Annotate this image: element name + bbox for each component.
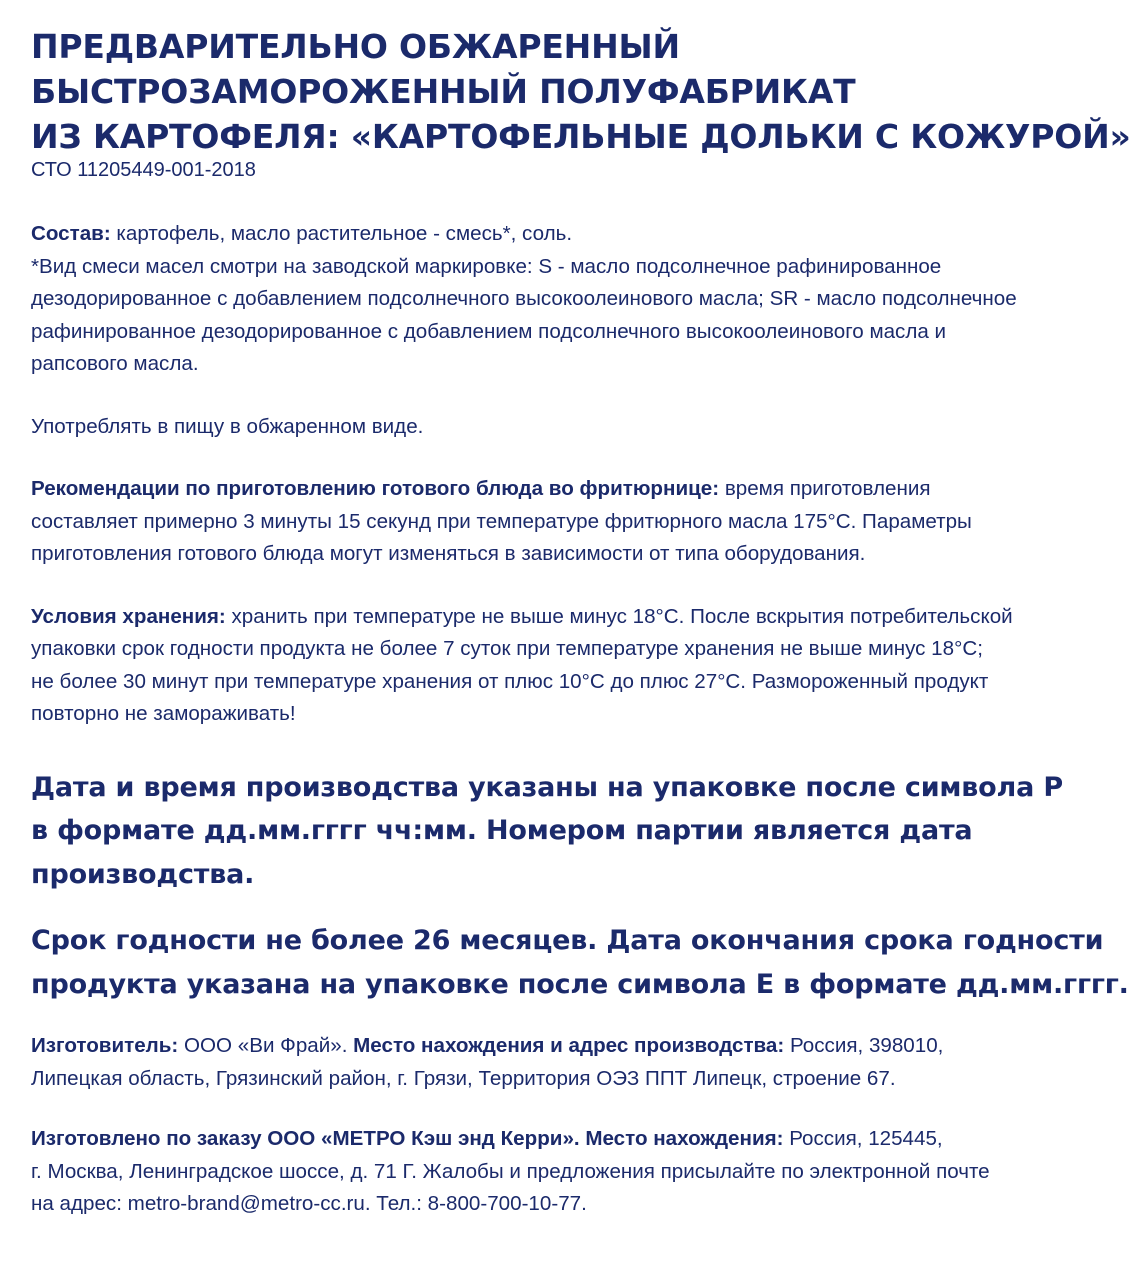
manufacturer-line-2: Липецкая область, Грязинский район, г. Грязи, Территория ОЭЗ ППТ Липецк, строение 67.	[31, 1066, 896, 1090]
product-title	[31, 24, 1131, 159]
production-date-line-2: в формате дд.мм.гггг чч:мм. Номером партии является дата	[31, 815, 973, 846]
storage-label: Условия хранения:	[31, 604, 226, 628]
ordered-by-line-1	[31, 1123, 1115, 1156]
ordered-by-section	[31, 1123, 1115, 1221]
recommendations-line-3: приготовления готового блюда могут изменяться в зависимости от типа оборудования.	[31, 542, 866, 565]
storage-line-1	[31, 601, 1115, 634]
manufacturer-line-1-text: Россия, 398010,	[784, 1034, 944, 1057]
usage-text: Употреблять в пищу в обжаренном виде.	[31, 414, 424, 438]
ordered-by-label: Изготовлено по заказу ООО «МЕТРО Кэш энд Керри». Место нахождения:	[31, 1127, 784, 1150]
storage-line-2: упаковки срок годности продукта не более 7 суток при температуре хранения не выше минус 18°С;	[31, 637, 983, 660]
production-date-line-3: производства.	[31, 858, 255, 890]
manufacturer-address-label: Место нахождения и адрес производства:	[353, 1034, 785, 1057]
recommendations-section	[31, 473, 1115, 571]
composition-text: картофель, масло растительное - смесь*, соль.	[110, 222, 573, 245]
shelf-life-notice	[31, 919, 1129, 1006]
manufacturer-section	[31, 1030, 1115, 1095]
shelf-life-line-1: Срок годности не более 26 месяцев. Дата окончания срока годности	[31, 925, 1104, 956]
manufacturer-label: Изготовитель:	[31, 1034, 179, 1057]
composition-line	[31, 218, 1115, 251]
composition-section	[31, 218, 1115, 381]
storage-section	[31, 601, 1115, 731]
ordered-by-line-2: г. Москва, Ленинградское шоссе, д. 71 Г. Жалобы и предложения присылайте по электронной почте	[31, 1159, 990, 1183]
shelf-life-line-2: продукта указана на упаковке после символа Е в формате дд.мм.гггг.	[31, 968, 1129, 1000]
product-title-line-2: БЫСТРОЗАМОРОЖЕННЫЙ ПОЛУФАБРИКАТ	[31, 72, 856, 111]
recommendations-label: Рекомендации по приготовлению готового блюда во фритюрнице:	[31, 477, 720, 500]
composition-note-line-1: *Вид смеси масел смотри на заводской маркировке: S - масло подсолнечное рафинированное	[31, 254, 942, 278]
manufacturer-name: ООО «Ви Фрай».	[178, 1034, 354, 1057]
product-title-line-1: ПРЕДВАРИТЕЛЬНО ОБЖАРЕННЫЙ	[31, 27, 680, 66]
ordered-by-line-1-text: Россия, 125445,	[783, 1127, 943, 1150]
storage-line-1-text: хранить при температуре не выше минус 18°С. После вскрытия потребительской	[225, 604, 1013, 628]
manufacturer-line-1	[31, 1030, 1115, 1063]
production-date-notice	[31, 766, 1115, 897]
composition-note-line-3: рафинированное дезодорированное с добавлением подсолнечного высокоолеинового масла и	[31, 319, 947, 343]
production-date-line-1: Дата и время производства указаны на упаковке после символа Р	[31, 771, 1063, 803]
ordered-by-line-3: на адрес: metro-brand@metro-cc.ru. Тел.: 8-800-700-10-77.	[31, 1192, 587, 1215]
recommendations-line-1	[31, 473, 1115, 506]
recommendations-line-1-text: время приготовления	[719, 477, 931, 500]
composition-label: Состав:	[31, 222, 111, 245]
product-title-line-3: ИЗ КАРТОФЕЛЯ: «КАРТОФЕЛЬНЫЕ ДОЛЬКИ С КОЖУРОЙ»	[31, 117, 1131, 156]
storage-line-4: повторно не замораживать!	[31, 702, 296, 725]
storage-line-3: не более 30 минут при температуре хранения от плюс 10°С до плюс 27°С. Размороженный продукт	[31, 669, 989, 693]
standard-code: СТО 11205449-001-2018	[31, 159, 256, 181]
composition-note-line-2: дезодорированное с добавлением подсолнечного высокоолеинового масла; SR - масло подсолнечное	[31, 287, 1017, 310]
recommendations-line-2: составляет примерно 3 минуты 15 секунд при температуре фритюрного масла 175°С. Параметры	[31, 509, 972, 533]
composition-note-line-4: рапсового масла.	[31, 352, 199, 375]
